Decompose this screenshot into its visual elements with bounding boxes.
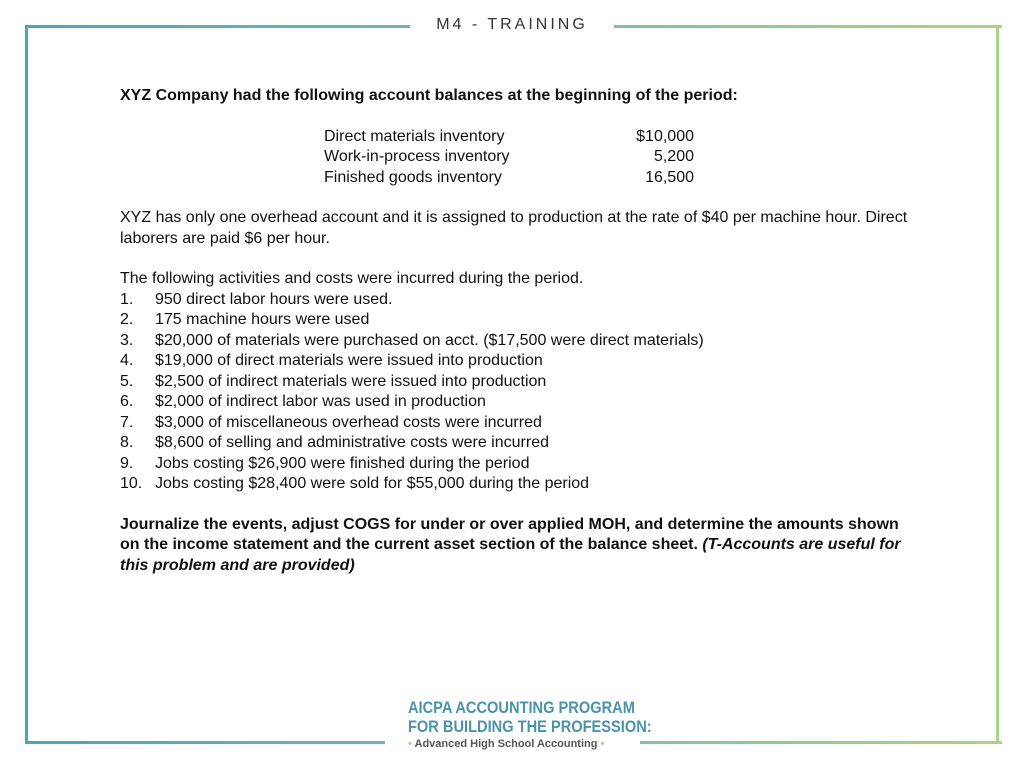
balance-row <box>324 168 694 189</box>
bullet-icon: • <box>408 738 412 750</box>
list-item <box>120 454 920 475</box>
list-text: $8,600 of selling and administrative costs were incurred <box>155 434 549 451</box>
list-item <box>120 372 920 393</box>
slide-content <box>120 86 920 576</box>
logo-subtitle-text: Advanced High School Accounting <box>414 738 598 750</box>
aicpa-logo <box>408 698 652 750</box>
logo-line-2: FOR BUILDING THE PROFESSION: <box>408 717 652 736</box>
list-item <box>120 413 920 434</box>
list-text: $2,000 of indirect labor was used in production <box>155 393 486 410</box>
list-text: $20,000 of materials were purchased on acct. ($17,500 were direct materials) <box>155 331 704 349</box>
balance-value: 16,500 <box>645 168 694 186</box>
list-number: 6. <box>120 393 134 410</box>
balance-label: Direct materials inventory <box>324 127 505 145</box>
list-number: 5. <box>120 372 134 390</box>
instructions <box>120 515 920 577</box>
activities-list <box>120 290 920 495</box>
list-item <box>120 392 920 413</box>
list-number: 3. <box>120 331 134 349</box>
list-number: 7. <box>120 413 134 431</box>
list-number: 10. <box>120 475 143 492</box>
list-item <box>120 351 920 372</box>
list-text: $19,000 of direct materials were issued into production <box>155 352 543 369</box>
list-text: Jobs costing $26,900 were finished during the period <box>155 454 530 472</box>
frame-left-border <box>25 25 28 744</box>
list-item <box>120 290 920 311</box>
balances-table <box>324 127 694 189</box>
slide-title: M4 - TRAINING <box>436 16 588 33</box>
balance-label: Finished goods inventory <box>324 168 502 186</box>
logo-subtitle <box>408 738 618 750</box>
balance-row <box>324 127 694 148</box>
balance-row <box>324 147 694 168</box>
balance-value: 5,200 <box>653 148 694 165</box>
list-number: 9. <box>120 454 134 472</box>
bullet-icon: • <box>600 738 605 750</box>
list-number: 2. <box>120 311 134 328</box>
balance-value: $10,000 <box>636 127 694 145</box>
intro-text: XYZ Company had the following account balances at the beginning of the period: <box>120 87 738 104</box>
activities-intro: The following activities and costs were incurred during the period. <box>120 270 584 287</box>
overhead-text: XYZ has only one overhead account and it is assigned to production at the rate of $40 per machine hour. Direct laborers are paid $6 per hour. <box>120 209 908 247</box>
list-text: $2,500 of indirect materials were issued into production <box>155 372 547 390</box>
list-text: 950 direct labor hours were used. <box>155 290 393 308</box>
list-number: 4. <box>120 352 134 369</box>
instructions-main: Journalize the events, adjust COGS for under or over applied MOH, and determine the amounts shown on the income statement and the current asset section of the balance sheet. <box>120 515 899 553</box>
list-text: $3,000 of miscellaneous overhead costs were incurred <box>155 413 542 431</box>
frame-right-border <box>996 25 999 744</box>
list-item <box>120 310 920 331</box>
instructions-note: (T-Accounts are useful for this problem and are provided) <box>120 536 901 574</box>
logo-line-1: AICPA ACCOUNTING PROGRAM <box>408 698 635 717</box>
list-item <box>120 474 920 495</box>
list-item <box>120 331 920 352</box>
list-text: 175 machine hours were used <box>155 311 370 328</box>
list-item <box>120 433 920 454</box>
list-text: Jobs costing $28,400 were sold for $55,000 during the period <box>155 475 590 492</box>
balance-label: Work-in-process inventory <box>324 148 510 165</box>
list-number: 1. <box>120 290 134 308</box>
list-number: 8. <box>120 434 134 451</box>
